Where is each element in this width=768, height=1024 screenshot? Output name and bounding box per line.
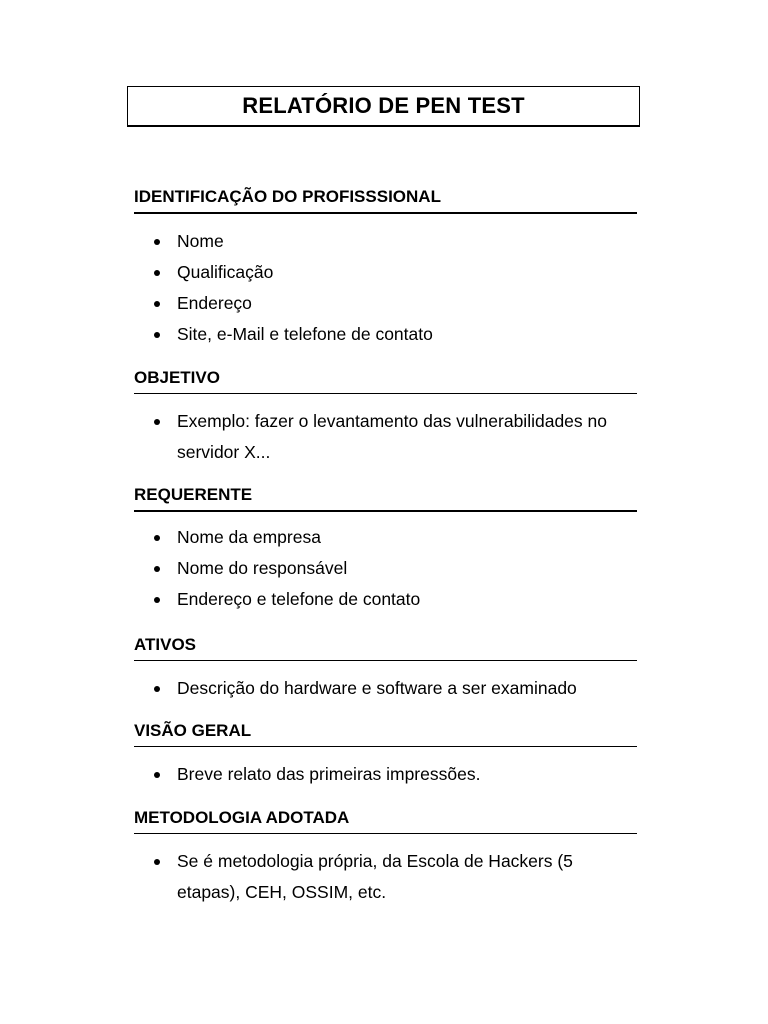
bullet-icon <box>154 419 160 425</box>
section-divider <box>134 510 637 512</box>
section-list <box>134 846 637 908</box>
section-metodologia <box>134 806 637 908</box>
section-heading: ATIVOS <box>134 635 197 654</box>
list-item: Nome do responsável <box>134 553 637 584</box>
section-divider <box>134 212 637 214</box>
section-divider <box>134 746 637 747</box>
section-objetivo <box>134 366 637 468</box>
list-item: Site, e-Mail e telefone de contato <box>134 319 637 350</box>
list-item: Endereço <box>134 288 637 319</box>
bullet-icon <box>154 566 160 572</box>
bullet-icon <box>154 270 160 276</box>
section-list <box>134 673 637 704</box>
bullet-icon <box>154 239 160 245</box>
list-item: Se é metodologia própria, da Escola de Hackers (5 etapas), CEH, OSSIM, etc. <box>134 846 637 908</box>
list-item: Breve relato das primeiras impressões. <box>134 759 637 790</box>
section-ativos <box>134 633 637 704</box>
section-visao-geral <box>134 719 637 790</box>
section-list <box>134 226 637 350</box>
document-title: RELATÓRIO DE PEN TEST <box>242 93 525 118</box>
bullet-icon <box>154 332 160 338</box>
list-item: Qualificação <box>134 257 637 288</box>
section-divider <box>134 393 637 394</box>
section-list <box>134 522 637 615</box>
bullet-icon <box>154 535 160 541</box>
section-requerente <box>134 483 637 615</box>
bullet-icon <box>154 686 160 692</box>
section-list <box>134 759 637 790</box>
title-box <box>127 86 640 127</box>
section-identificacao <box>134 185 637 350</box>
section-heading: REQUERENTE <box>134 485 253 504</box>
list-item: Descrição do hardware e software a ser examinado <box>134 673 637 704</box>
list-item: Exemplo: fazer o levantamento das vulnerabilidades no servidor X... <box>134 406 637 468</box>
section-heading: METODOLOGIA ADOTADA <box>134 808 350 827</box>
bullet-icon <box>154 597 160 603</box>
section-heading: OBJETIVO <box>134 368 220 387</box>
list-item: Nome <box>134 226 637 257</box>
list-item: Nome da empresa <box>134 522 637 553</box>
section-list <box>134 406 637 468</box>
section-divider <box>134 833 637 834</box>
section-heading: IDENTIFICAÇÃO DO PROFISSSIONAL <box>134 187 441 206</box>
section-divider <box>134 660 637 661</box>
list-item: Endereço e telefone de contato <box>134 584 637 615</box>
bullet-icon <box>154 772 160 778</box>
bullet-icon <box>154 859 160 865</box>
bullet-icon <box>154 301 160 307</box>
section-heading: VISÃO GERAL <box>134 721 252 740</box>
